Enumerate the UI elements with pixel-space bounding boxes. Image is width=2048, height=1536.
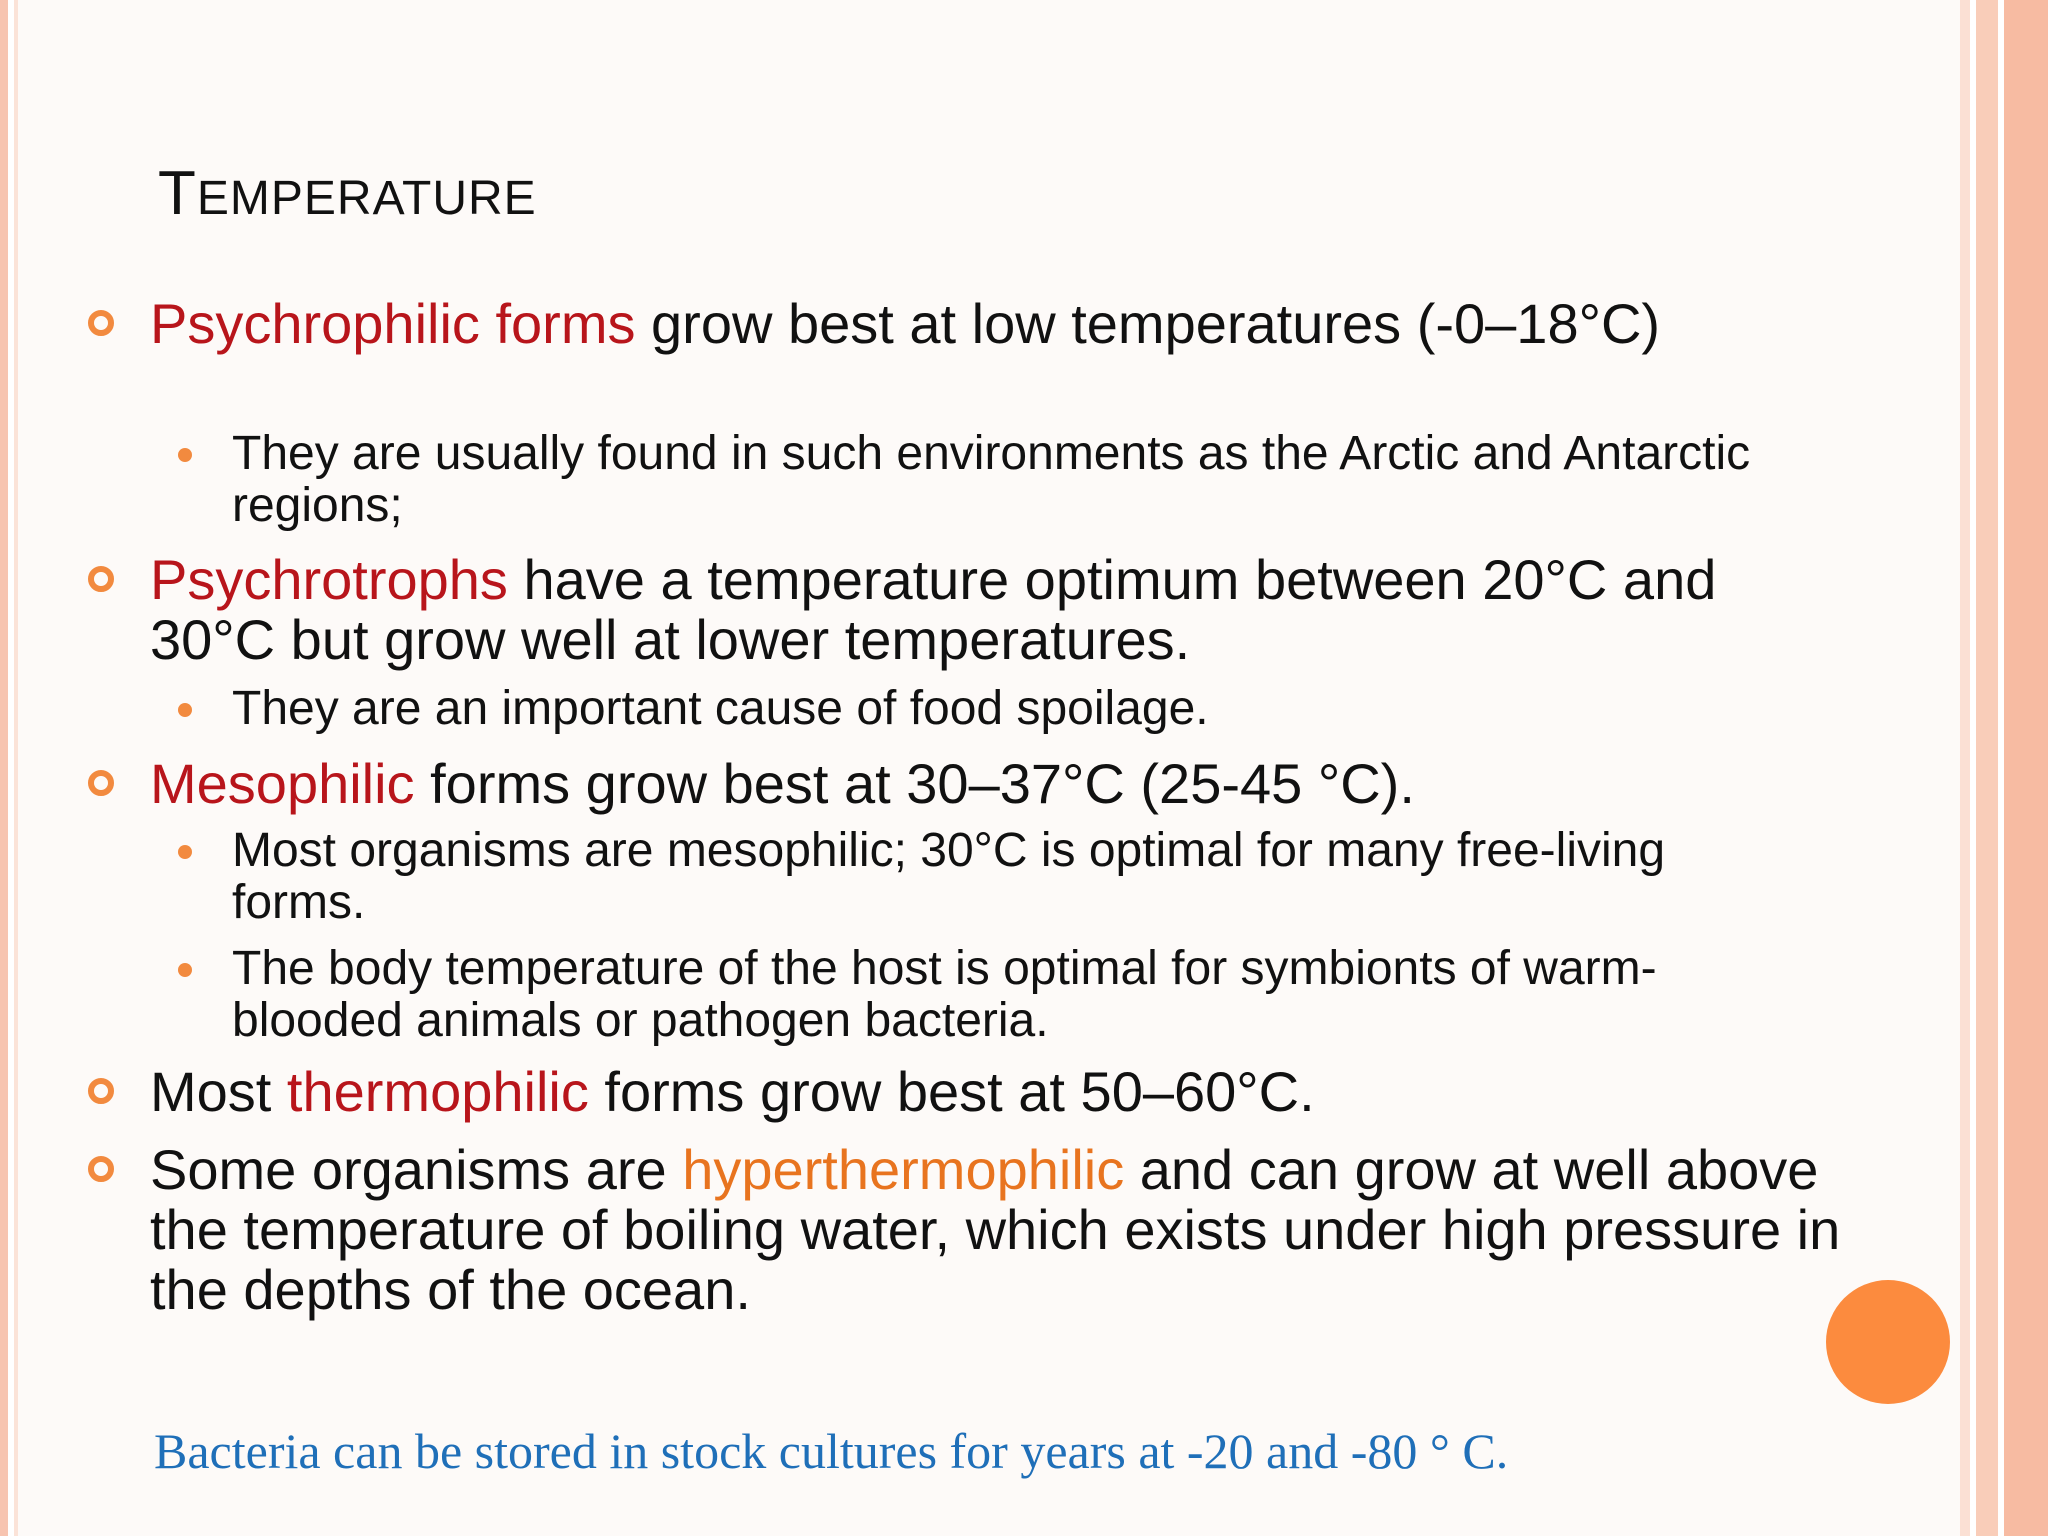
bullet-icon bbox=[88, 1156, 114, 1182]
point-highlight: Psychrotrophs bbox=[150, 548, 508, 611]
sub-bullet-icon bbox=[178, 963, 192, 977]
left-border-stripe bbox=[0, 0, 8, 1536]
point-hyperthermophilic bbox=[150, 1140, 1870, 1320]
bullet-icon bbox=[88, 1078, 114, 1104]
left-border-stripe bbox=[14, 0, 18, 1536]
sub-bullet-icon bbox=[178, 845, 192, 859]
right-border-stripe bbox=[1976, 0, 1998, 1536]
point-highlight: Psychrophilic forms bbox=[150, 292, 636, 355]
bullet-icon bbox=[88, 566, 114, 592]
sub-point: The body temperature of the host is optimal for symbionts of warm-blooded animals or pathogen bacteria. bbox=[232, 942, 1657, 1047]
point-psychrotrophs bbox=[150, 550, 1810, 670]
point-text: forms grow best at 50–60°C. bbox=[588, 1060, 1315, 1123]
point-text: and can grow at well above the temperature of boiling water, which exists under high pressure in the depths of the ocean. bbox=[150, 1138, 1841, 1321]
right-border-stripe bbox=[2004, 0, 2048, 1536]
right-border-stripe bbox=[1960, 0, 1970, 1536]
point-prefix: Most bbox=[150, 1060, 287, 1123]
point-mesophilic bbox=[150, 754, 1870, 814]
bullet-icon bbox=[88, 310, 114, 336]
slide-title-rest: EMPERATURE bbox=[196, 172, 537, 225]
point-text: forms grow best at 30–37°C (25-45 °C). bbox=[414, 752, 1415, 815]
slide-title-initial: T bbox=[158, 159, 197, 228]
bullet-icon bbox=[88, 770, 114, 796]
footer-note: Bacteria can be stored in stock cultures for years at -20 and -80 ° C. bbox=[154, 1423, 1509, 1479]
sub-point: They are usually found in such environments as the Arctic and Antarctic regions; bbox=[232, 427, 1751, 532]
sub-bullet-icon bbox=[178, 703, 192, 717]
point-text: have a temperature optimum between 20°C and 30°C but grow well at lower temperatures. bbox=[150, 548, 1717, 671]
sub-bullet-icon bbox=[178, 448, 192, 462]
point-highlight: hyperthermophilic bbox=[682, 1138, 1125, 1201]
point-prefix: Some organisms are bbox=[150, 1138, 683, 1201]
point-text: grow best at low temperatures (-0–18°C) bbox=[635, 292, 1661, 355]
point-highlight: Mesophilic bbox=[150, 752, 415, 815]
point-psychrophilic bbox=[150, 294, 1710, 354]
point-thermophilic bbox=[150, 1062, 1870, 1122]
point-highlight: thermophilic bbox=[286, 1060, 589, 1123]
slide-title bbox=[158, 158, 537, 229]
sub-point: They are an important cause of food spoilage. bbox=[232, 682, 1209, 735]
sub-point: Most organisms are mesophilic; 30°C is optimal for many free-living forms. bbox=[232, 824, 1666, 929]
